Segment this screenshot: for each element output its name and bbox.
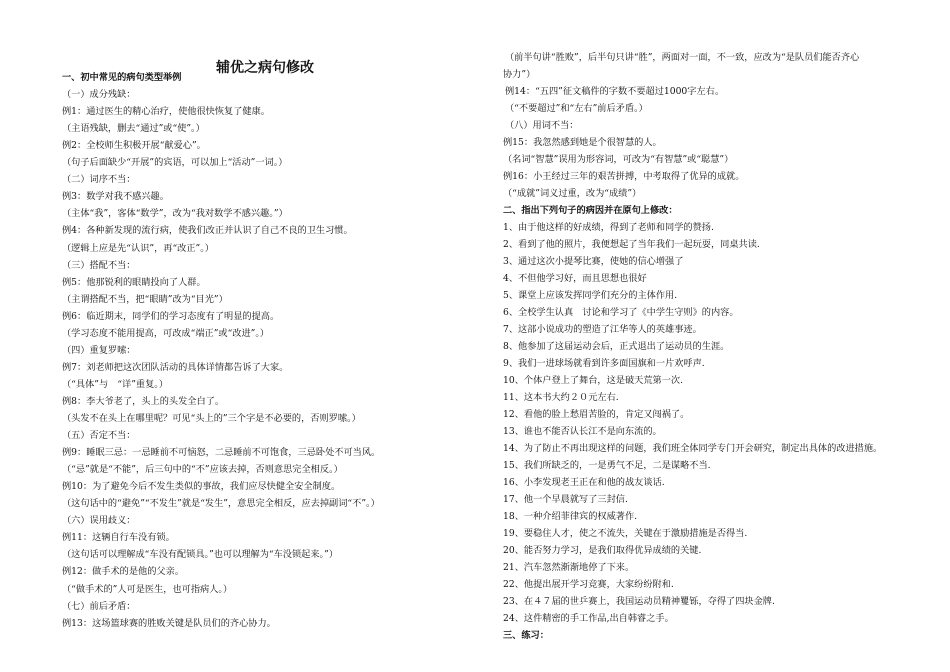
text-line: 例10：为了避免今后不发生类似的事故，我们应尽快健全安全制度。: [62, 481, 341, 493]
text-line: 11、这本书大约２０元左右.: [503, 392, 619, 403]
text-line: 例9：睡眠三忌：一忌睡前不可恼怒，二忌睡前不可饱食，三忌卧处不可当风。: [62, 447, 381, 459]
text-line: （“成就”词义过重，改为“成绩”）: [503, 188, 642, 199]
text-line: 14、为了防止不再出现这样的问题，我们班全体同学专门开会研究，制定出具体的改进措施。: [503, 443, 883, 454]
text-line: 17、他一个早晨就写了三封信.: [503, 494, 628, 505]
text-line: （四）重复罗嗦：: [62, 344, 136, 356]
text-line: （二）词序不当：: [62, 174, 136, 186]
text-line: 例5：他那锐利的眼睛投向了人群。: [62, 276, 206, 288]
text-line: （“不要超过”和“左右”前后矛盾。）: [505, 103, 648, 114]
text-line: （名词“智慧”误用为形容词，可改为“有智慧”或“聪慧”）: [503, 154, 734, 165]
text-line: （三）搭配不当：: [62, 259, 136, 271]
text-line: （“具体”与 “详”重复。）: [62, 378, 169, 390]
text-line: 例3：数学对我不感兴趣。: [62, 191, 169, 203]
text-line: 16、小李发现老王正在和他的战友谈话.: [503, 477, 665, 488]
text-line: 23、在４７届的世乒赛上，我国运动员精神矍铄，夺得了四块金牌.: [503, 596, 775, 607]
text-line: 20、能否努力学习，是我们取得优异成绩的关键.: [503, 545, 702, 556]
text-line: 6、全校学生认真 讨论和学习了《中学生守则》的内容。: [503, 307, 739, 318]
text-line: 协力”）: [503, 69, 536, 80]
text-line: 8、他参加了这届运动会后，正式退出了运动员的生涯。: [503, 341, 730, 352]
text-line: （七）前后矛盾：: [62, 600, 136, 612]
text-line: 13、谁也不能否认长江不是向东流的。: [503, 426, 662, 437]
text-line: 例14：“五四”征文稿件的字数不要超过1000字左右。: [505, 86, 725, 97]
text-line: （“做手术的”人可是医生，也可指病人。）: [62, 583, 233, 595]
text-line: 例8：李大爷老了，头上的头发全白了。: [62, 395, 225, 407]
text-line: 19、要稳住人才，使之不流失，关键在于激励措施是否得当.: [503, 528, 748, 539]
text-line: （五）否定不当：: [62, 430, 136, 442]
text-line: 例15：我忽然感到她是个很智慧的人。: [503, 137, 662, 148]
text-line: 12、看他的脸上愁眉苦脸的，肯定又闯祸了。: [503, 409, 690, 420]
text-line: 10、个体户登上了舞台，这是破天荒第一次.: [503, 375, 683, 386]
text-line: （主语残缺，删去“通过”或“使”。）: [62, 123, 205, 135]
text-line: （句子后面缺少“开展”的宾语，可以加上“活动”一词。）: [62, 157, 288, 169]
text-line: 5、课堂上应该发挥同学们充分的主体作用.: [503, 290, 678, 301]
page-title: 辅优之病句修改: [216, 60, 314, 76]
text-line: 22、他提出展开学习竞赛，大家纷纷附和.: [503, 579, 674, 590]
text-line: （这句话中的“避免”“不发生”就是“发生”，意思完全相反，应去掉副词“不”。）: [62, 498, 380, 510]
text-line: （头发不在头上在哪里呢？可见“头上的”三个字是不必要的，否则罗嗦。）: [62, 413, 361, 424]
text-line: 例4：各种新发现的流行病，使我们改正并认识了自己不良的卫生习惯。: [62, 225, 353, 237]
text-line: 例1：通过医生的精心治疗，使他很快恢复了健康。: [62, 106, 270, 118]
text-line: （逻辑上应是先“认识”，再“改正”。）: [62, 242, 214, 254]
text-line: （主谓搭配不当，把“眼睛”改为“目光”）: [62, 293, 228, 305]
text-line: （前半句讲“胜败”，后半句只讲“胜”，两面对一面，不一致，应改为“是队员们能否齐心: [505, 52, 860, 63]
text-line: 4、不但他学习好，而且思想也很好: [503, 273, 647, 284]
text-line: 例16：小王经过三年的艰苦拼搏，中考取得了优异的成就。: [503, 171, 745, 182]
text-line: 例11：这辆自行车没有锁。: [62, 532, 175, 544]
text-line: 例12：做手术的是他的父亲。: [62, 566, 184, 578]
text-line: 例2：全校师生积极开展“献爱心”。: [62, 140, 206, 152]
text-line: （主体“我”，客体“数学”，改为“我对数学不感兴趣。”）: [62, 208, 288, 220]
text-line: 18、一种介绍菲律宾的权威著作.: [503, 511, 638, 522]
text-line: 7、这部小说成功的塑造了江华等人的英雄事迹。: [503, 324, 702, 335]
text-line: （八）用词不当：: [505, 120, 579, 131]
text-line: 1、由于他这样的好成绩，得到了老师和同学的赞扬.: [503, 222, 714, 233]
section-heading: 二、指出下列句子的病因并在原句上修改：: [503, 205, 678, 216]
text-line: 例6：临近期末，同学们的学习态度有了明显的提高。: [62, 310, 280, 322]
text-line: 2、看到了他的照片，我便想起了当年我们一起玩耍，同桌共读.: [503, 239, 760, 250]
text-line: （这句话可以理解成“车没有配锁具。”也可以理解为“车没锁起来。”）: [62, 549, 339, 561]
text-line: 15、我们所缺乏的，一是勇气不足，二是谋略不当.: [503, 460, 711, 471]
text-line: 21、汽车忽然渐渐地停了下来。: [503, 562, 635, 573]
text-line: 例7：刘老师把这次团队活动的具体详情都告诉了大家。: [62, 361, 289, 373]
text-line: 24、这件精密的手工作品,出自韩睿之手。: [503, 613, 674, 624]
text-line: 3、通过这次小提琴比赛，使她的信心增强了: [503, 256, 684, 267]
text-line: （一）成分残缺：: [62, 89, 136, 101]
text-line: （六）误用歧义：: [62, 515, 136, 527]
text-line: 例13：这场篮球赛的胜败关键是队员们的齐心协力。: [62, 617, 276, 629]
text-line: （“忌”就是“不能”，后三句中的“不”应该去掉，否则意思完全相反。）: [62, 464, 343, 476]
text-line: 9、我们一进球场就看到许多面国旗和一片欢呼声.: [503, 358, 705, 369]
section-heading: 三、练习：: [503, 630, 549, 641]
section-heading: 一、初中常见的病句类型举例: [62, 72, 182, 83]
text-line: （学习态度不能用提高，可改成“端正”或“改进”。）: [62, 327, 270, 339]
